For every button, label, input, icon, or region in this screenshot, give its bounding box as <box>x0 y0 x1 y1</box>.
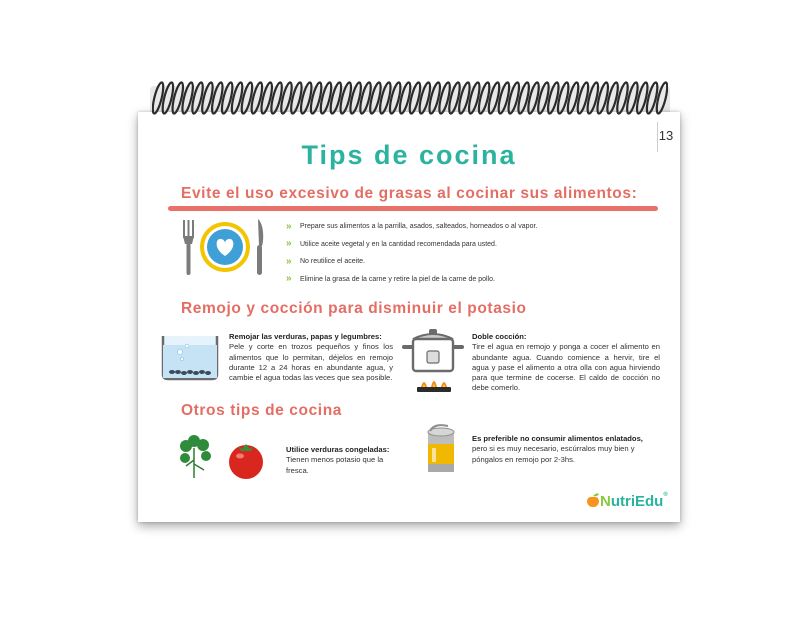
list-item: » Prepare sus alimentos a la parrilla, asados, salteados, horneados o al vapor. <box>286 220 538 232</box>
soak-paragraph <box>229 332 393 383</box>
broccoli-tomato-icon <box>176 434 270 482</box>
list-item: » Elimine la grasa de la carne y retire la piel de la carne de pollo. <box>286 273 495 285</box>
chevron-icon: » <box>286 255 292 267</box>
double-cooking-title: Doble cocción: <box>472 332 527 341</box>
water-bowl-icon <box>160 332 220 382</box>
canned-food-paragraph <box>472 434 658 465</box>
chevron-icon: » <box>286 273 292 285</box>
canned-title: Es preferible no consumir alimentos enlatados, <box>472 434 643 443</box>
soak-text: Pele y corte en trozos pequeños y finos los alimentos que lo permitan, déjelos en remojo durante 12 a 24 horas en abundante agua, y cambie el agua todas las veces que sea posible. <box>229 342 393 383</box>
page-number: 13 <box>658 128 674 143</box>
soak-title: Remojar las verduras, papas y legumbres: <box>229 332 382 341</box>
tin-can-icon <box>424 424 458 476</box>
section-heading-potassium: Remojo y cocción para disminuir el potasio <box>181 300 527 317</box>
section-heading-other-tips: Otros tips de cocina <box>181 402 343 419</box>
heading-underline <box>168 206 658 211</box>
double-cooking-text: Tire el agua en remojo y ponga a cocer el alimento en abundante agua. Cuando comience a hervir, tire el agua y pase el alimento a otra olla con agua hirviendo para que termine de cocerse. El caldo de cocción no debe comerlo. <box>472 342 660 393</box>
nutriedu-logo <box>586 492 668 510</box>
spiral-binding <box>152 70 668 120</box>
section-heading-fats: Evite el uso excesivo de grasas al cocinar sus alimentos: <box>181 185 638 202</box>
frozen-vegetables-paragraph <box>286 445 394 476</box>
list-item: » No reutilice el aceite. <box>286 255 365 267</box>
chevron-icon: » <box>286 220 292 232</box>
pot-on-stove-icon <box>401 327 465 397</box>
list-item: » Utilice aceite vegetal y en la cantidad recomendada para usted. <box>286 238 497 250</box>
page-title: Tips de cocina <box>301 140 517 170</box>
apple-leaf-icon <box>586 492 600 508</box>
frozen-title: Utilice verduras congeladas: <box>286 445 390 454</box>
logo-text: utriEdu <box>610 493 664 510</box>
plate-with-heart-fork-knife-icon <box>180 216 270 278</box>
logo-registered: ® <box>663 492 668 498</box>
fat-tips-list <box>286 218 656 288</box>
double-cooking-paragraph <box>472 332 660 394</box>
logo-letter: N <box>600 493 611 510</box>
chevron-icon: » <box>286 238 292 250</box>
frozen-text: Tienen menos potasio que la fresca. <box>286 455 384 475</box>
canned-text: pero si es muy necesario, escúrralos muy bien y póngalos en remojo por 2-3hs. <box>472 444 635 464</box>
